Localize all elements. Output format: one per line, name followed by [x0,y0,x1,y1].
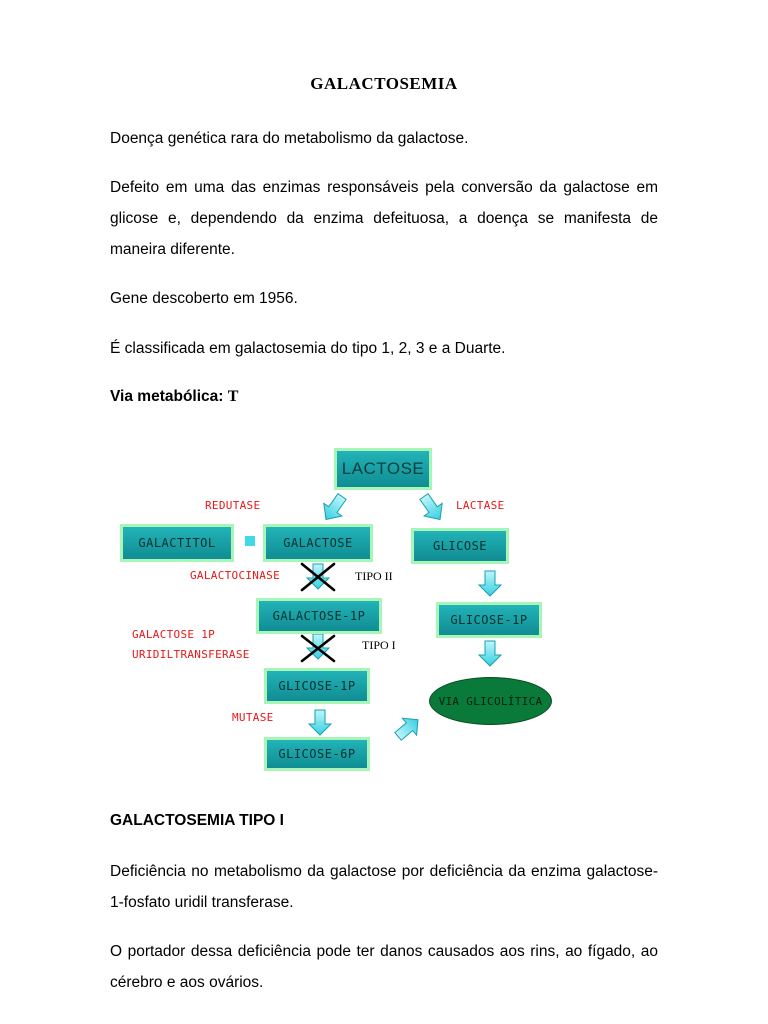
section-heading-tipo-i: GALACTOSEMIA TIPO I [110,812,284,829]
label-redutase: REDUTASE [205,499,261,512]
box-galactose-1p: GALACTOSE-1P [256,598,382,634]
paragraph-classification: É classificada em galactosemia do tipo 1, 2, 3 e a Duarte. [110,340,506,357]
paragraph-damage: O portador dessa deficiência pode ter danos causados aos rins, ao fígado, ao cérebro e aos ovários. [110,943,658,991]
label-lactase: LACTASE [456,499,505,512]
metabolic-pathway-diagram [0,440,768,780]
arrow-glicose-glicose1p [479,571,501,596]
label-galactocinase: GALACTOCINASE [190,569,280,582]
box-galactose: GALACTOSE [263,524,373,562]
label-galactose-1p: GALACTOSE 1P [132,628,216,641]
connector-square [245,536,255,546]
paragraph-defect: Defeito em uma das enzimas responsáveis pela conversão da galactose em glicose e, dependendo da enzima defeituosa, a doença se manifesta de maneira diferente. [110,179,658,258]
via-metabolica-heading [110,388,238,406]
pathway-arrows [0,440,768,780]
arrow-lactose-glicose [415,490,449,526]
paragraph-intro: Doença genética rara do metabolismo da galactose. [110,130,469,147]
via-label: Via metabólica: [110,388,224,405]
arrow-glicose1p-via [479,641,501,666]
box-galactitol: GALACTITOL [120,524,234,562]
label-mutase: MUTASE [232,711,274,724]
via-suffix: T [227,388,239,405]
box-glicose: GLICOSE [411,528,509,564]
box-lactose: LACTOSE [334,448,432,490]
arrow-lactose-galactose [317,490,351,526]
label-tipo-i: TIPO I [362,638,396,652]
arrow-glicose1p-glicose6p [309,710,331,735]
page-title: GALACTOSEMIA [310,74,458,93]
box-glicose-6p: GLICOSE-6P [264,737,370,771]
ellipse-via-glicolitica: VIA GLICOLÍTICA [429,677,552,725]
arrow-glicose6p-via [391,711,425,745]
box-glicose-1p-left: GLICOSE-1P [264,668,370,704]
label-tipo-ii: TIPO II [355,569,393,583]
label-uridiltransferase: URIDILTRANSFERASE [132,648,250,661]
paragraph-gene: Gene descoberto em 1956. [110,290,298,307]
box-glicose-1p-right: GLICOSE-1P [436,602,542,638]
paragraph-deficiency: Deficiência no metabolismo da galactose por deficiência da enzima galactose-1-fosfato uridil transferase. [110,863,658,911]
